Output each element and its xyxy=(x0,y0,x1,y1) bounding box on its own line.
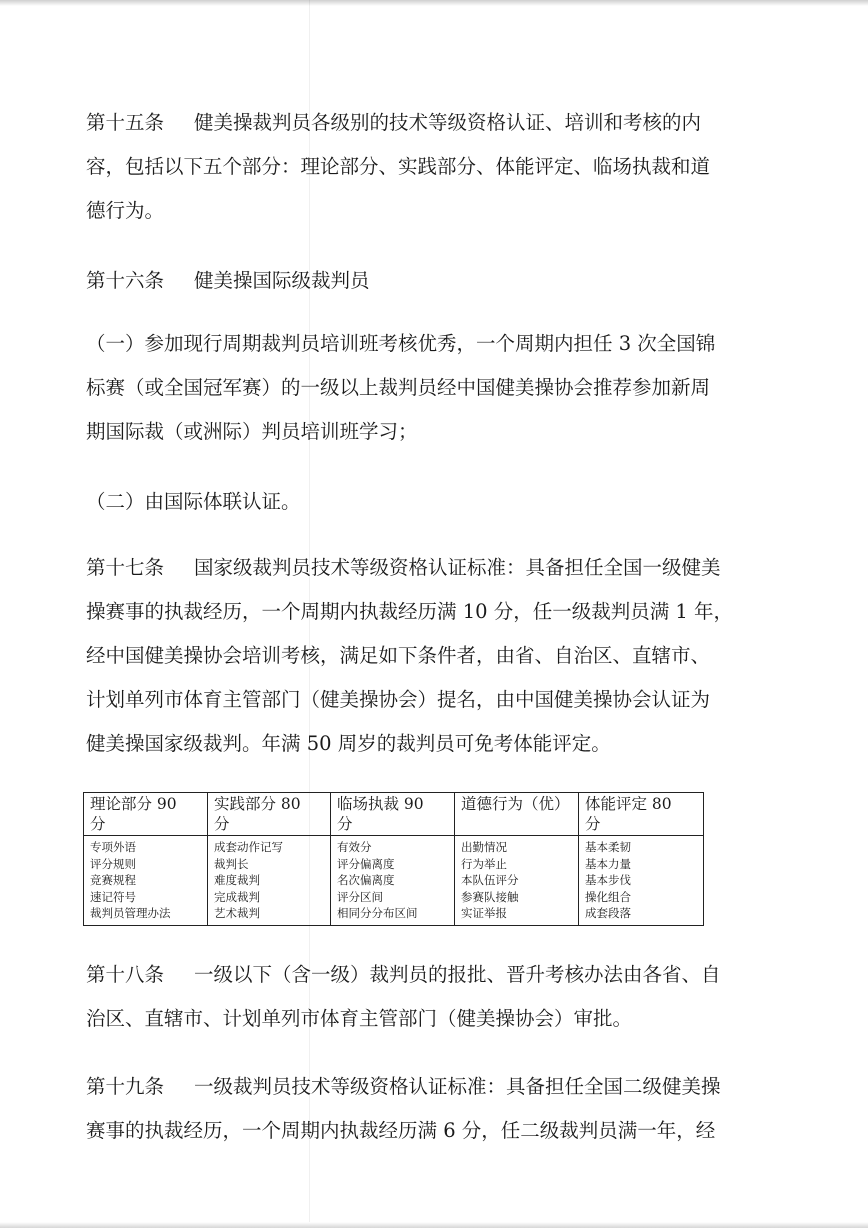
article-16-title: 健美操国际级裁判员 xyxy=(194,269,370,292)
header-fitness: 体能评定 80 分 xyxy=(579,793,704,836)
article-16-heading xyxy=(86,259,786,303)
certification-criteria-table xyxy=(83,792,704,926)
header-ethics: 道德行为（优） xyxy=(455,793,579,836)
article-17-line-1: 第十七条 国家级裁判员技术等级资格认证标准：具备担任全国一级健美 xyxy=(86,556,721,579)
header-practice: 实践部分 80 分 xyxy=(208,793,331,836)
article-17 xyxy=(86,546,786,766)
article-18 xyxy=(86,953,786,1041)
header-on-site-judging: 临场执裁 90 分 xyxy=(331,793,455,836)
cell-on-site-judging-items: 有效分 评分偏离度 名次偏离度 评分区间 相同分分布区间 xyxy=(331,836,455,926)
article-15 xyxy=(86,101,786,233)
article-15-line-3: 德行为。 xyxy=(86,199,165,222)
scan-edge-bottom xyxy=(0,1222,868,1228)
article-17-number: 第十七条 xyxy=(86,556,165,579)
scan-edge-top xyxy=(0,0,868,6)
table-row xyxy=(84,836,704,926)
article-16-item-1: （一）参加现行周期裁判员培训班考核优秀，一个周期内担任 3 次全国锦 标赛（或全国冠军赛）的一级以上裁判员经中国健美操协会推荐参加新周 期国际裁（或洲际）判员培训班学习； xyxy=(86,332,716,443)
cell-practice-items: 成套动作记写 裁判长 难度裁判 完成裁判 艺术裁判 xyxy=(208,836,331,926)
cell-ethics-items: 出勤情况 行为举止 本队伍评分 参赛队接触 实证举报 xyxy=(455,836,579,926)
article-18-line-1: 第十八条 一级以下（含一级）裁判员的报批、晋升考核办法由各省、自 xyxy=(86,963,721,986)
article-17-line-5: 健美操国家级裁判。年满 50 周岁的裁判员可免考体能评定。 xyxy=(86,732,611,755)
cell-fitness-items: 基本柔韧 基本力量 基本步伐 操化组合 成套段落 xyxy=(579,836,704,926)
header-theory: 理论部分 90 分 xyxy=(84,793,208,836)
article-15-line-1: 第十五条 健美操裁判员各级别的技术等级资格认证、培训和考核的内 xyxy=(86,111,702,134)
article-16-item-2: （二）由国际体联认证。 xyxy=(86,490,301,513)
table-header-row xyxy=(84,793,704,836)
article-19-number: 第十九条 xyxy=(86,1075,165,1098)
article-17-line-2: 操赛事的执裁经历，一个周期内执裁经历满 10 分，任一级裁判员满 1 年， xyxy=(86,600,734,623)
cell-theory-items: 专项外语 评分规则 竞赛规程 速记符号 裁判员管理办法 xyxy=(84,836,208,926)
article-18-number: 第十八条 xyxy=(86,963,165,986)
article-15-number: 第十五条 xyxy=(86,111,165,134)
article-19 xyxy=(86,1065,786,1153)
article-19-line-1: 第十九条 一级裁判员技术等级资格认证标准：具备担任全国二级健美操 xyxy=(86,1075,721,1098)
article-17-line-3: 经中国健美操协会培训考核，满足如下条件者，由省、自治区、直辖市、 xyxy=(86,644,711,667)
article-16-number: 第十六条 xyxy=(86,269,165,292)
article-19-line-2: 赛事的执裁经历，一个周期内执裁经历满 6 分，任二级裁判员满一年，经 xyxy=(86,1119,716,1142)
article-15-line-2: 容，包括以下五个部分：理论部分、实践部分、体能评定、临场执裁和道 xyxy=(86,155,711,178)
article-17-line-4: 计划单列市体育主管部门（健美操协会）提名，由中国健美操协会认证为 xyxy=(86,688,711,711)
article-18-line-2: 治区、直辖市、计划单列市体育主管部门（健美操协会）审批。 xyxy=(86,1007,633,1030)
